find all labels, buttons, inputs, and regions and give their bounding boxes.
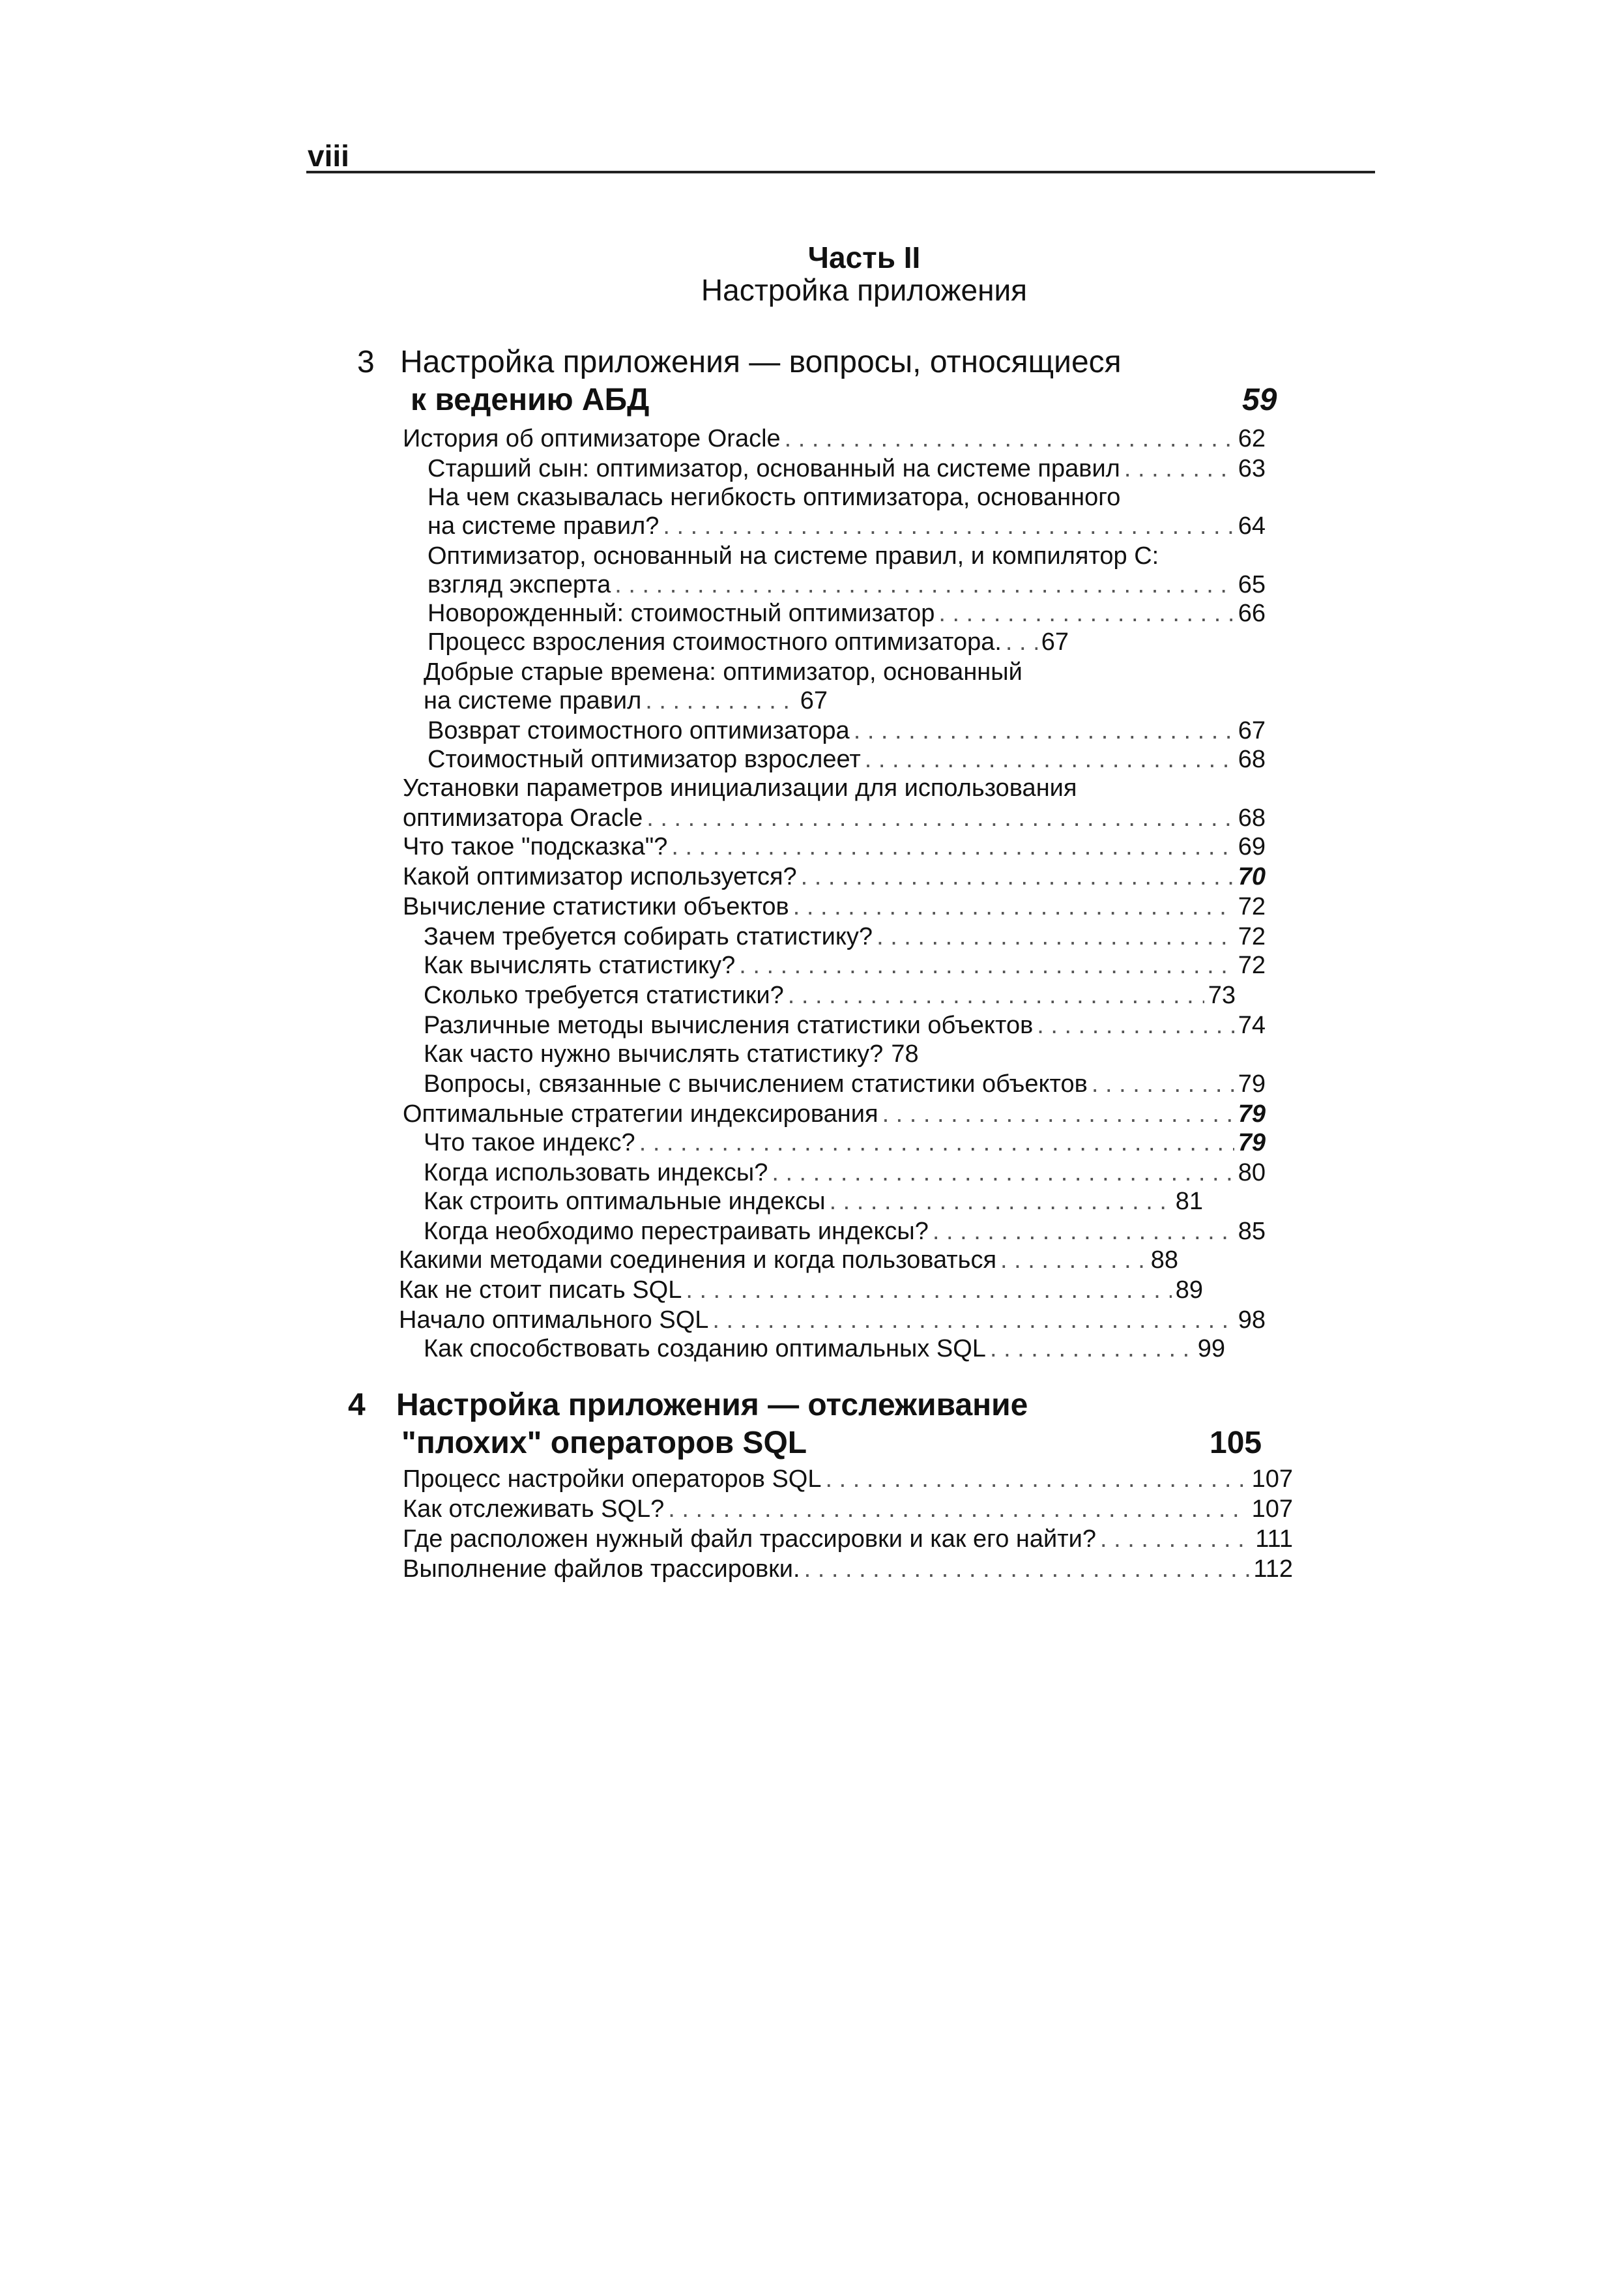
- toc-ch3-entry-title: Процесс взросления стоимостного оптимизатора.: [428, 628, 1002, 656]
- toc-ch3-entry-title: Как способствовать созданию оптимальных SQL: [424, 1335, 986, 1362]
- chapter-4-title-line2: "плохих" операторов SQL: [401, 1426, 807, 1460]
- toc-ch3-entry-page: 88: [1150, 1246, 1178, 1274]
- header-rule: [306, 171, 1375, 173]
- toc-ch4-entry: [403, 1554, 1293, 1584]
- toc-ch3-entry-title: на системе правил?: [428, 512, 660, 540]
- toc-ch4-entry-page: 107: [1251, 1465, 1293, 1493]
- toc-ch3-entry-title: Оптимизатор, основанный на системе правил, и компилятор С:: [428, 542, 1159, 570]
- toc-ch3-entry-leader: [877, 922, 1234, 952]
- toc-ch4-entry-leader: [804, 1554, 1250, 1584]
- toc-ch4-entry: [403, 1524, 1293, 1554]
- toc-ch3-entry-leader: [739, 950, 1234, 980]
- toc-ch3-entry-title: Какой оптимизатор используется?: [403, 863, 797, 890]
- toc-ch3-entry-leader: [772, 1158, 1234, 1188]
- toc-ch3-entry: [403, 862, 1266, 892]
- toc-ch3-entry-title: Что такое "подсказка"?: [403, 833, 668, 860]
- toc-ch3-entry-title: Сколько требуется статистики?: [424, 982, 784, 1009]
- part-title: Настройка приложения: [701, 273, 1028, 307]
- toc-ch3-entry: [428, 627, 1069, 657]
- toc-ch3-entry-leader: [1006, 627, 1037, 657]
- toc-ch3-entry: [428, 744, 1266, 774]
- toc-ch3-entry: [424, 922, 1266, 952]
- toc-ch3-entry-title: Возврат стоимостного оптимизатора: [428, 717, 850, 744]
- toc-ch3-entry-page: 67: [1041, 628, 1069, 656]
- toc-ch3-entry-leader: [663, 511, 1234, 541]
- toc-ch3-entry: [424, 1186, 1203, 1216]
- toc-ch4-entry: [403, 1494, 1293, 1524]
- toc-ch3-entry-leader: [785, 424, 1234, 454]
- toc-ch3-entry: [428, 454, 1266, 484]
- toc-ch3-entry-page: 73: [1208, 982, 1236, 1009]
- toc-ch3-entry: [399, 1305, 1266, 1335]
- toc-ch3-entry-page: 67: [800, 687, 828, 714]
- toc-ch3-entry-title: Начало оптимального SQL: [399, 1306, 709, 1334]
- toc-ch3-entry: [428, 541, 1159, 571]
- toc-ch3-entry-title: История об оптимизаторе Oracle: [403, 425, 781, 452]
- toc-ch3-entry-page: 64: [1238, 512, 1266, 540]
- toc-ch3-entry-title: Оптимальные стратегии индексирования: [403, 1100, 878, 1128]
- toc-ch3-entry: [428, 716, 1266, 746]
- toc-ch3-entry-title: Вопросы, связанные с вычислением статистики объектов: [424, 1070, 1088, 1098]
- toc-ch3-entry-page: 79: [1238, 1100, 1266, 1128]
- toc-ch3-entry: [403, 1099, 1266, 1129]
- toc-ch3-entry-page: 79: [1238, 1070, 1266, 1098]
- toc-ch3-entry-leader: [801, 862, 1234, 892]
- toc-ch3-entry: [424, 1069, 1266, 1099]
- toc-ch3-entry-page: 68: [1238, 804, 1266, 832]
- toc-ch3-entry-leader: [646, 803, 1234, 833]
- toc-ch3-entry: [403, 832, 1266, 862]
- toc-ch3-entry-title: Когда использовать индексы?: [424, 1159, 768, 1186]
- toc-ch3-entry: [403, 803, 1266, 833]
- toc-ch3-entry-leader: [615, 570, 1234, 600]
- toc-ch3-entry-leader: [712, 1305, 1234, 1335]
- toc-ch3-entry-title: Как строить оптимальные индексы: [424, 1188, 826, 1215]
- chapter-3-title-line1: Настройка приложения — вопросы, относящиеся: [400, 345, 1122, 379]
- toc-ch3-entry-leader: [639, 1128, 1234, 1158]
- toc-ch3-entry-page: 98: [1238, 1306, 1266, 1334]
- toc-ch3-entry-page: 65: [1238, 571, 1266, 598]
- toc-ch3-entry-leader: [830, 1186, 1172, 1216]
- toc-ch4-entry-page: 112: [1253, 1555, 1293, 1583]
- toc-ch3-entry: [399, 1245, 1178, 1275]
- toc-ch3-entry: [424, 1334, 1225, 1364]
- toc-ch3-entry-title: Какими методами соединения и когда пользоваться: [399, 1246, 997, 1274]
- toc-ch4-entry-page: 107: [1251, 1495, 1293, 1523]
- toc-ch3-entry: [428, 570, 1266, 600]
- toc-ch3-entry-title: оптимизатора Oracle: [403, 804, 643, 832]
- toc-ch3-entry-page: 68: [1238, 746, 1266, 773]
- toc-ch3-entry-page: 72: [1238, 893, 1266, 920]
- toc-ch3-entry-page: 78: [891, 1040, 919, 1068]
- toc-ch3-entry-title: Как не стоит писать SQL: [399, 1276, 682, 1304]
- toc-ch3-entry: [424, 1010, 1266, 1040]
- toc-ch3-entry-page: 66: [1238, 600, 1266, 627]
- toc-ch3-entry-title: Старший сын: оптимизатор, основанный на системе правил: [428, 455, 1120, 482]
- toc-ch3-entry-leader: [865, 744, 1234, 774]
- toc-ch3-entry-title: на системе правил: [424, 687, 642, 714]
- toc-ch3-entry: [424, 980, 1236, 1010]
- toc-ch3-entry: [403, 424, 1266, 454]
- toc-ch4-entry-leader: [1100, 1524, 1251, 1554]
- toc-ch3-entry-page: 72: [1238, 952, 1266, 979]
- toc-ch4-entry-title: Как отслеживать SQL?: [403, 1495, 665, 1523]
- chapter-4-page: 105: [1210, 1426, 1262, 1460]
- toc-ch3-entry-page: 62: [1238, 425, 1266, 452]
- toc-ch3-entry-leader: [882, 1099, 1234, 1129]
- toc-ch3-entry: [428, 598, 1266, 628]
- toc-ch3-entry-title: Как часто нужно вычислять статистику?: [424, 1040, 884, 1068]
- toc-ch3-entry-title: Различные методы вычисления статистики объектов: [424, 1012, 1034, 1039]
- toc-ch3-entry-leader: [686, 1275, 1171, 1305]
- toc-ch4-entry-title: Выполнение файлов трассировки.: [403, 1555, 800, 1583]
- toc-ch3-entry-title: Установки параметров инициализации для использования: [403, 774, 1077, 802]
- toc-ch3-entry: [424, 686, 828, 716]
- page-number: viii: [308, 139, 349, 173]
- toc-ch3-entry-page: 74: [1238, 1012, 1266, 1039]
- toc-ch3-entry-page: 70: [1238, 863, 1266, 890]
- toc-ch3-entry-title: Стоимостный оптимизатор взрослеет: [428, 746, 861, 773]
- toc-ch3-entry-leader: [1000, 1245, 1147, 1275]
- toc-ch3-entry-page: 67: [1238, 717, 1266, 744]
- toc-ch4-entry-title: Где расположен нужный файл трассировки и как его найти?: [403, 1525, 1096, 1553]
- toc-ch3-entry-title: Как вычислять статистику?: [424, 952, 736, 979]
- toc-ch3-entry-title: Вычисление статистики объектов: [403, 893, 789, 920]
- toc-ch3-entry-title: На чем сказывалась негибкость оптимизатора, основанного: [428, 484, 1121, 511]
- chapter-4-number: 4: [348, 1388, 366, 1422]
- toc-ch3-entry-leader: [990, 1334, 1194, 1364]
- toc-ch3-entry-title: взгляд эксперта: [428, 571, 611, 598]
- toc-ch3-entry: [428, 482, 1120, 512]
- toc-ch3-entry-page: 79: [1238, 1129, 1266, 1156]
- toc-ch4-entry-title: Процесс настройки операторов SQL: [403, 1465, 822, 1493]
- toc-ch3-entry-leader: [788, 980, 1204, 1010]
- toc-ch3-entry: [424, 1039, 919, 1069]
- toc-ch3-entry-page: 99: [1197, 1335, 1225, 1362]
- toc-ch3-entry: [424, 1216, 1266, 1246]
- chapter-3-page: 59: [1242, 383, 1277, 417]
- chapter-4-title-line1: Настройка приложения — отслеживание: [396, 1388, 1028, 1422]
- toc-ch3-entry-page: 72: [1238, 923, 1266, 950]
- toc-ch4-entry: [403, 1464, 1293, 1494]
- toc-ch3-entry-leader: [671, 832, 1234, 862]
- toc-ch4-entry-leader: [668, 1494, 1247, 1524]
- toc-ch3-entry-leader: [938, 598, 1234, 628]
- toc-ch3-entry-title: Когда необходимо перестраивать индексы?: [424, 1218, 929, 1245]
- toc-ch3-entry-leader: [933, 1216, 1234, 1246]
- toc-ch3-entry: [403, 773, 1077, 803]
- chapter-3-number: 3: [357, 345, 375, 379]
- toc-ch3-entry-page: 89: [1175, 1276, 1203, 1304]
- toc-ch4-entry-page: 111: [1255, 1525, 1293, 1553]
- toc-ch3-entry-leader: [854, 716, 1234, 746]
- toc-ch4-entry-leader: [825, 1464, 1247, 1494]
- toc-ch3-entry-page: 63: [1238, 455, 1266, 482]
- part-label: Часть II: [807, 241, 921, 274]
- toc-ch3-entry-leader: [645, 686, 796, 716]
- toc-ch3-entry: [424, 657, 1022, 687]
- toc-ch3-entry-title: Что такое индекс?: [424, 1129, 635, 1156]
- toc-ch3-entry: [424, 1128, 1266, 1158]
- toc-ch3-entry: [424, 950, 1266, 980]
- toc-ch3-entry-title: Добрые старые времена: оптимизатор, основанный: [424, 658, 1022, 686]
- toc-ch3-entry-page: 80: [1238, 1159, 1266, 1186]
- chapter-3-title-line2: к ведению АБД: [411, 383, 650, 417]
- toc-ch3-entry-title: Зачем требуется собирать статистику?: [424, 923, 873, 950]
- toc-ch3-entry-leader: [1037, 1010, 1234, 1040]
- toc-ch3-entry-page: 69: [1238, 833, 1266, 860]
- toc-ch3-entry-leader: [1092, 1069, 1234, 1099]
- toc-ch3-entry-title: Новорожденный: стоимостный оптимизатор: [428, 600, 935, 627]
- toc-ch3-entry: [428, 511, 1266, 541]
- toc-ch3-entry: [399, 1275, 1203, 1305]
- toc-ch3-entry: [403, 892, 1266, 922]
- toc-ch3-entry-page: 81: [1175, 1188, 1203, 1215]
- toc-ch3-entry: [424, 1158, 1266, 1188]
- toc-ch3-entry-leader: [1124, 454, 1234, 484]
- toc-ch3-entry-leader: [793, 892, 1234, 922]
- toc-ch3-entry-page: 85: [1238, 1218, 1266, 1245]
